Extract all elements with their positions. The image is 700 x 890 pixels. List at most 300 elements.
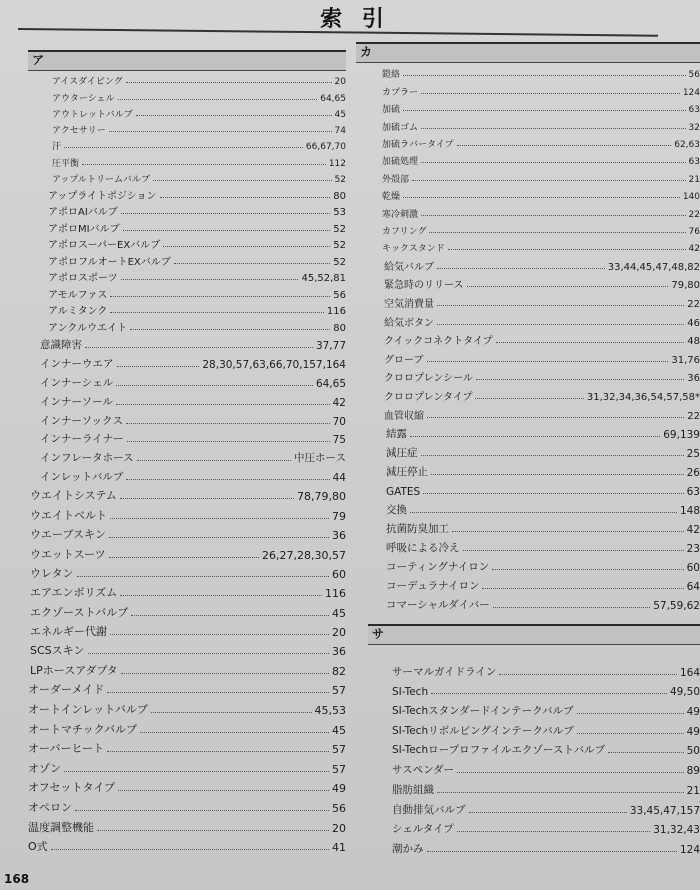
index-term: アイスダイビング — [52, 77, 123, 88]
leader-dots — [469, 812, 627, 813]
leader-dots — [437, 792, 684, 793]
index-term: ウエットスーツ — [30, 547, 106, 561]
index-pages: 66,67,70 — [305, 142, 346, 153]
index-entry — [28, 523, 346, 542]
index-pages: 70 — [332, 415, 346, 428]
section-ka-list — [356, 63, 700, 612]
index-pages: 中圧ホース — [294, 452, 346, 465]
index-term: クイックコネクトタイプ — [384, 336, 493, 348]
index-pages: 32 — [688, 122, 700, 133]
index-entry — [28, 795, 346, 815]
index-entry — [28, 639, 346, 658]
leader-dots — [75, 810, 329, 811]
index-term: コーデュラナイロン — [386, 579, 480, 592]
leader-dots — [482, 588, 683, 589]
index-pages: 76 — [688, 226, 700, 237]
index-entry — [28, 317, 346, 334]
index-entry — [28, 776, 346, 796]
index-term: エネルギー代謝 — [30, 625, 107, 639]
index-entry — [356, 80, 700, 97]
section-ka-heading: カ — [356, 42, 700, 63]
index-term: アップライトポジション — [48, 190, 157, 202]
index-term: 乾燥 — [382, 192, 401, 203]
leader-dots — [121, 673, 329, 674]
index-entry — [356, 403, 700, 422]
index-pages: 80 — [333, 190, 346, 202]
leader-dots — [608, 752, 683, 753]
index-entry — [368, 659, 700, 679]
index-term: SI-Techロープロファイルエクゾーストバルブ — [392, 744, 606, 757]
leader-dots — [110, 518, 329, 519]
index-pages: 116 — [325, 587, 346, 601]
index-pages: 20 — [334, 77, 346, 88]
index-pages: 31,32,34,36,54,57,58* — [586, 392, 700, 404]
index-term: 空気消費量 — [384, 299, 434, 311]
index-pages: 52 — [333, 240, 346, 252]
index-pages: 25 — [686, 447, 700, 460]
index-term: 加硫ゴム — [382, 122, 419, 133]
index-term: アポロAIバルブ — [48, 207, 118, 219]
index-term: カプラー — [382, 87, 419, 98]
index-pages: 45 — [332, 606, 346, 620]
index-entry — [28, 120, 346, 136]
leader-dots — [457, 831, 650, 832]
index-entry — [28, 503, 346, 522]
index-term: ウエイトベルト — [30, 508, 107, 522]
index-term: アポロスポーツ — [48, 273, 118, 285]
leader-dots — [109, 557, 259, 558]
index-pages: 56 — [332, 802, 346, 816]
index-entry — [28, 352, 346, 371]
index-term: SI-Techリボルビングインテークバルブ — [392, 724, 574, 737]
index-entry — [356, 202, 700, 219]
index-entry — [28, 600, 346, 619]
index-term: アウターシェル — [52, 93, 115, 104]
leader-dots — [116, 385, 313, 386]
leader-dots — [160, 197, 331, 198]
index-entry — [368, 836, 700, 856]
index-pages: 79 — [332, 509, 346, 523]
index-entry — [356, 185, 700, 202]
leader-dots — [131, 615, 329, 616]
leader-dots — [492, 569, 683, 570]
index-entry — [356, 460, 700, 479]
index-term: インレットバルブ — [40, 470, 124, 483]
index-term: SI-Tech — [392, 686, 429, 699]
index-term: シェルタイプ — [392, 823, 454, 836]
index-entry — [356, 536, 700, 555]
index-pages: 22 — [688, 209, 700, 220]
index-pages: 57,59,62 — [653, 599, 700, 612]
index-pages: 78,79,80 — [297, 490, 346, 504]
leader-dots — [403, 110, 686, 111]
index-entry — [356, 366, 700, 385]
index-entry — [28, 169, 346, 185]
leader-dots — [82, 164, 326, 165]
index-term: アクセサリー — [52, 126, 106, 137]
leader-dots — [431, 693, 667, 694]
leader-dots — [457, 772, 683, 773]
index-entry — [368, 777, 700, 797]
index-entry — [28, 658, 346, 677]
index-entry — [356, 498, 700, 517]
leader-dots — [151, 712, 312, 713]
leader-dots — [403, 75, 686, 76]
index-pages: 63 — [686, 485, 700, 498]
leader-dots — [137, 460, 291, 461]
index-entry — [356, 422, 700, 441]
index-entry — [356, 479, 700, 498]
index-term: GATES — [386, 485, 421, 498]
leader-dots — [412, 180, 686, 181]
index-entry — [28, 334, 346, 353]
index-term: 自動排気バルブ — [392, 803, 466, 816]
index-pages: 63 — [688, 157, 700, 168]
leader-dots — [136, 115, 332, 116]
leader-dots — [64, 147, 303, 148]
index-entry — [368, 698, 700, 718]
index-term: サーマルガイドライン — [392, 665, 497, 678]
index-pages: 52 — [334, 175, 346, 186]
index-term: LPホースアダプタ — [30, 663, 118, 677]
index-entry — [28, 251, 346, 268]
index-entry — [356, 273, 700, 292]
leader-dots — [457, 145, 672, 146]
index-term: 呼吸による冷え — [386, 541, 460, 554]
index-term: アップルトリームバルブ — [52, 175, 151, 186]
index-entry — [356, 517, 700, 536]
index-entry — [356, 98, 700, 115]
index-term: ウレタン — [30, 566, 74, 580]
index-term: サスペンダー — [392, 764, 455, 777]
index-term: オゾン — [28, 761, 61, 775]
leader-dots — [410, 512, 677, 513]
leader-dots — [475, 398, 583, 399]
index-entry — [28, 409, 346, 428]
index-pages: 50 — [686, 745, 700, 758]
index-term: コーティングナイロン — [386, 560, 490, 573]
index-entry — [356, 291, 700, 310]
index-term: アポロスーパーEXバルブ — [48, 240, 161, 252]
leader-dots — [410, 436, 660, 437]
section-sa — [368, 624, 700, 856]
index-term: 加硫 — [382, 105, 401, 116]
leader-dots — [126, 423, 330, 424]
leader-dots — [431, 474, 684, 475]
leader-dots — [121, 279, 299, 280]
index-term: 温度調整機能 — [28, 820, 94, 834]
leader-dots — [577, 713, 684, 714]
index-term: O式 — [28, 840, 48, 854]
index-pages: 21 — [688, 174, 700, 185]
leader-dots — [85, 347, 313, 348]
leader-dots — [467, 286, 669, 287]
index-pages: 80 — [333, 322, 346, 334]
index-pages: 48 — [687, 336, 700, 348]
index-term: グローブ — [384, 354, 424, 366]
leader-dots — [126, 82, 332, 83]
index-entry — [28, 562, 346, 581]
leader-dots — [421, 162, 686, 163]
index-term: 減圧症 — [386, 446, 418, 459]
index-entry — [28, 542, 346, 561]
index-pages: 124 — [682, 87, 700, 98]
index-pages: 62,63 — [674, 139, 700, 150]
index-pages: 46 — [687, 317, 700, 329]
index-pages: 20 — [332, 626, 346, 640]
index-term: エアエンボリズム — [30, 586, 118, 600]
index-entry — [356, 329, 700, 348]
leader-dots — [118, 790, 329, 791]
index-entry — [28, 815, 346, 835]
index-term: オーダーメイド — [28, 683, 105, 697]
index-term: オフセットタイプ — [28, 781, 116, 795]
index-pages: 45,52,81 — [301, 273, 346, 285]
index-entry — [356, 133, 700, 150]
leader-dots — [448, 249, 686, 250]
index-term: 汗 — [52, 142, 62, 153]
index-pages: 22 — [687, 410, 700, 422]
leader-dots — [423, 493, 683, 494]
leader-dots — [403, 197, 680, 198]
index-entry — [28, 390, 346, 409]
index-entry — [28, 235, 346, 252]
index-term: クロロプレンタイプ — [384, 392, 473, 404]
index-pages: 49,50 — [669, 686, 700, 699]
index-entry — [28, 756, 346, 776]
leader-dots — [163, 246, 330, 247]
index-term: インナーソール — [40, 395, 113, 408]
leader-dots — [109, 537, 329, 538]
index-term: 圧平衡 — [52, 158, 80, 169]
index-entry — [368, 757, 700, 777]
index-entry — [28, 737, 346, 757]
section-a-heading: ア — [28, 50, 346, 71]
leader-dots — [577, 733, 684, 734]
index-entry — [28, 301, 346, 318]
index-term: アポロフルオートEXバルブ — [48, 256, 171, 268]
leader-dots — [493, 607, 650, 608]
index-term: 鎧絡 — [382, 70, 401, 81]
index-term: オートマチックバルブ — [28, 722, 138, 736]
index-entry — [28, 284, 346, 301]
page-title: 索 引 — [320, 7, 390, 32]
leader-dots — [463, 550, 684, 551]
index-term: 減圧停止 — [386, 465, 428, 478]
index-term: 血管収縮 — [384, 410, 424, 422]
index-pages: 60 — [686, 561, 700, 574]
index-term: 給気ボタン — [384, 317, 434, 329]
index-pages: 52 — [333, 223, 346, 235]
leader-dots — [107, 751, 329, 752]
index-pages: 63 — [688, 105, 700, 116]
index-term: インフレータホース — [40, 452, 134, 465]
index-term: インナーライナー — [40, 433, 124, 446]
leader-dots — [427, 417, 684, 418]
index-entry — [28, 620, 346, 639]
index-term: インナーウエア — [40, 358, 114, 371]
section-a-list — [28, 71, 346, 854]
index-pages: 36 — [687, 373, 700, 385]
index-term: アウトレットバルブ — [52, 109, 133, 120]
index-pages: 41 — [332, 841, 346, 855]
index-entry — [356, 593, 700, 612]
index-pages: 36 — [332, 645, 346, 659]
leader-dots — [120, 595, 322, 596]
index-pages: 56 — [688, 70, 700, 81]
index-term: カフリング — [382, 226, 427, 237]
index-entry — [368, 817, 700, 837]
index-entry — [356, 254, 700, 273]
index-term: 加硫ラバータイプ — [382, 139, 454, 150]
leader-dots — [126, 479, 329, 480]
index-term: SCSスキン — [30, 644, 85, 658]
leader-dots — [140, 732, 329, 733]
leader-dots — [118, 99, 318, 100]
leader-dots — [123, 230, 331, 231]
index-term: インナーシェル — [40, 376, 114, 389]
index-pages: 33,45,47,157 — [629, 804, 700, 817]
leader-dots — [499, 674, 677, 675]
leader-dots — [97, 830, 329, 831]
index-pages: 49 — [686, 725, 700, 738]
leader-dots — [427, 851, 677, 852]
index-term: 意識障害 — [40, 339, 82, 352]
leader-dots — [116, 404, 330, 405]
index-pages: 75 — [332, 434, 346, 447]
index-pages: 64,65 — [315, 377, 346, 390]
leader-dots — [429, 232, 685, 233]
index-term: アルミタンク — [48, 306, 108, 318]
index-term: 結露 — [386, 427, 407, 440]
index-entry — [356, 441, 700, 460]
index-entry — [28, 465, 346, 484]
index-pages: 33,44,45,47,48,82 — [607, 261, 700, 273]
index-pages: 89 — [686, 765, 700, 778]
index-entry — [28, 218, 346, 235]
index-pages: 52 — [333, 256, 346, 268]
index-entry — [28, 268, 346, 285]
index-pages: 56 — [333, 289, 346, 301]
index-pages: 53 — [333, 207, 346, 219]
leader-dots — [452, 531, 684, 532]
index-entry — [28, 71, 346, 87]
index-pages: 45,53 — [314, 704, 346, 718]
index-entry — [28, 136, 346, 152]
index-entry — [28, 484, 346, 503]
index-term: 交換 — [386, 503, 407, 516]
index-pages: 42 — [688, 244, 700, 255]
index-term: アポロMIバルブ — [48, 223, 120, 235]
index-term: オペロン — [28, 801, 72, 815]
index-entry — [28, 371, 346, 390]
index-pages: 60 — [332, 567, 346, 581]
index-entry — [28, 152, 346, 168]
index-pages: 57 — [332, 743, 346, 757]
index-term: キックスタンド — [382, 244, 445, 255]
index-pages: 42 — [332, 396, 346, 409]
index-pages: 36 — [332, 529, 346, 543]
index-term: オーバーヒート — [28, 742, 105, 756]
index-entry — [28, 581, 346, 600]
index-entry — [28, 185, 346, 202]
index-pages: 44 — [332, 471, 346, 484]
leader-dots — [174, 263, 330, 264]
leader-dots — [64, 771, 329, 772]
index-term: 給気バルブ — [384, 261, 434, 273]
index-pages: 22 — [687, 299, 700, 311]
index-term: エクゾーストバルブ — [30, 605, 129, 619]
index-term: アモルファス — [48, 289, 108, 301]
index-entry — [28, 835, 346, 855]
index-pages: 45 — [332, 723, 346, 737]
index-entry — [356, 347, 700, 366]
index-entry — [28, 717, 346, 737]
index-term: クロロプレンシール — [384, 373, 473, 385]
section-a — [28, 50, 346, 854]
leader-dots — [77, 576, 329, 577]
index-entry — [356, 150, 700, 167]
leader-dots — [109, 131, 332, 132]
index-term: 寒冷刺激 — [382, 209, 419, 220]
index-entry — [28, 202, 346, 219]
index-pages: 74 — [334, 126, 346, 137]
section-ka — [356, 42, 700, 612]
leader-dots — [120, 498, 294, 499]
index-pages: 116 — [326, 306, 346, 318]
index-pages: 45 — [334, 109, 346, 120]
index-term: コマーシャルダイバー — [386, 598, 490, 611]
leader-dots — [437, 305, 684, 306]
index-entry — [368, 679, 700, 699]
leader-dots — [421, 215, 686, 216]
index-entry — [356, 310, 700, 329]
index-pages: 26,27,28,30,57 — [262, 548, 346, 562]
index-pages: 37,77 — [315, 340, 346, 353]
leader-dots — [153, 180, 332, 181]
leader-dots — [107, 692, 329, 693]
index-term: 外殻部 — [382, 174, 410, 185]
index-term: インナーソックス — [40, 414, 123, 427]
index-pages: 69,139 — [663, 428, 700, 441]
index-entry — [28, 104, 346, 120]
index-pages: 57 — [332, 684, 346, 698]
index-term: オートインレットバルブ — [28, 703, 148, 717]
index-term: ウエーブスキン — [30, 528, 106, 542]
leader-dots — [421, 128, 686, 129]
leader-dots — [117, 366, 200, 367]
index-entry — [368, 797, 700, 817]
index-entry — [356, 574, 700, 593]
index-pages: 64 — [686, 580, 700, 593]
leader-dots — [121, 213, 330, 214]
index-pages: 112 — [328, 158, 346, 169]
index-entry — [368, 718, 700, 738]
leader-dots — [421, 455, 684, 456]
index-entry — [28, 678, 346, 698]
index-pages: 140 — [682, 192, 700, 203]
index-pages: 82 — [332, 664, 346, 678]
index-entry — [356, 237, 700, 254]
index-entry — [368, 738, 700, 758]
index-entry — [356, 384, 700, 403]
index-entry — [356, 555, 700, 574]
index-pages: 79,80 — [671, 280, 700, 292]
index-term: ウエイトシステム — [30, 489, 117, 503]
leader-dots — [421, 93, 680, 94]
leader-dots — [110, 634, 329, 635]
index-pages: 26 — [686, 466, 700, 479]
